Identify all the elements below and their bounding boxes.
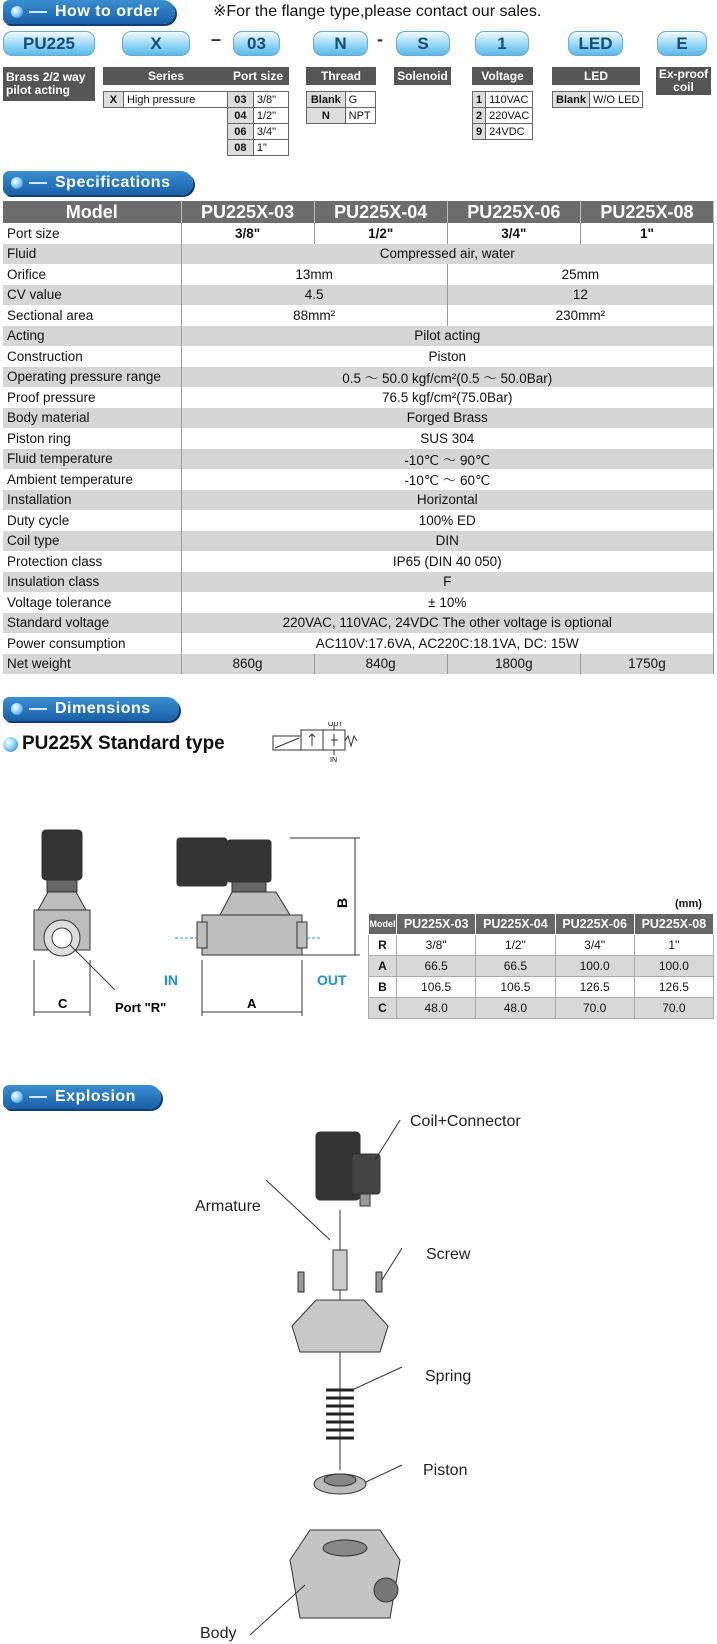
- table-cell: Pilot acting: [181, 326, 714, 347]
- code-solenoid: S: [396, 31, 450, 56]
- code-cell: NPT: [345, 108, 375, 124]
- header-thread: Thread: [306, 67, 376, 85]
- callout-coil: Coil+Connector: [410, 1113, 521, 1130]
- led-table: [552, 91, 643, 108]
- table-cell: Horizontal: [181, 490, 714, 511]
- port-table: [227, 91, 289, 156]
- table-cell: 4.5: [181, 285, 447, 306]
- table-row: [3, 428, 714, 449]
- table-cell: 100.0: [634, 956, 713, 977]
- row-label: Sectional area: [3, 305, 181, 326]
- table-cell: 1": [580, 223, 713, 244]
- callout-screw: Screw: [426, 1246, 471, 1263]
- bullet-icon: [11, 177, 23, 189]
- table-row: [369, 935, 714, 956]
- row-label: Duty cycle: [3, 510, 181, 531]
- spring-part: [326, 1390, 354, 1438]
- column-header: PU225X-03: [397, 914, 476, 935]
- table-cell: 12: [447, 285, 713, 306]
- table-cell: 126.5: [634, 977, 713, 998]
- table-cell: SUS 304: [181, 428, 714, 449]
- table-cell: 3/8": [181, 223, 314, 244]
- row-label: Coil type: [3, 531, 181, 552]
- callout-piston: Piston: [423, 1462, 468, 1479]
- code-led: LED: [568, 31, 623, 56]
- header-exproof: Ex-proof coil: [656, 67, 711, 95]
- svg-text:A: A: [247, 996, 257, 1011]
- table-cell: F: [181, 572, 714, 593]
- list-item: [553, 92, 643, 108]
- specifications-table: [3, 201, 714, 674]
- list-item: [307, 108, 376, 124]
- list-item: [473, 92, 533, 108]
- table-row: [3, 305, 714, 326]
- svg-text:Port "R": Port "R": [115, 1000, 167, 1015]
- row-label: Fluid: [3, 244, 181, 265]
- code-cell: W/O LED: [589, 92, 642, 108]
- code-cell: 1: [473, 92, 486, 108]
- code-cell: 03: [228, 92, 254, 108]
- header-base: Brass 2/2 way pilot acting: [3, 67, 95, 101]
- code-cell: 24VDC: [486, 124, 533, 140]
- code-cell: 110VAC: [486, 92, 533, 108]
- code-series: X: [122, 31, 190, 56]
- table-row: [3, 592, 714, 613]
- table-cell: 13mm: [181, 264, 447, 285]
- table-cell: 220VAC, 110VAC, 24VDC The other voltage is optional: [181, 613, 714, 634]
- code-cell: X: [104, 92, 124, 108]
- dimension-drawing: [20, 820, 365, 1045]
- table-cell: Compressed air, water: [181, 244, 714, 265]
- code-cell: 06: [228, 124, 254, 140]
- table-cell: -10℃ ～ 60℃: [181, 469, 714, 490]
- list-item: [473, 108, 533, 124]
- valve-symbol-icon: [270, 722, 362, 762]
- svg-text:IN: IN: [330, 757, 337, 762]
- table-cell: 1/2": [476, 935, 555, 956]
- code-cell: High pressure: [123, 92, 228, 108]
- list-item: [228, 92, 289, 108]
- bullet-icon: [11, 6, 23, 18]
- header-port: Port size: [227, 67, 289, 85]
- code-base: PU225: [3, 31, 95, 56]
- thread-table: [306, 91, 376, 124]
- table-row: [3, 387, 714, 408]
- coil-connector-part: [316, 1132, 380, 1206]
- code-cell: G: [345, 92, 375, 108]
- table-cell: Piston: [181, 346, 714, 367]
- row-label: Protection class: [3, 551, 181, 572]
- explosion-banner: Explosion: [3, 1085, 161, 1109]
- column-header: PU225X-06: [555, 914, 634, 935]
- table-cell: Forged Brass: [181, 408, 714, 429]
- callout-spring: Spring: [425, 1368, 472, 1385]
- header-voltage: Voltage: [472, 67, 533, 85]
- table-row: [3, 654, 714, 675]
- table-cell: DIN: [181, 531, 714, 552]
- column-header: PU225X-04: [476, 914, 555, 935]
- list-item: [307, 92, 376, 108]
- voltage-table: [472, 91, 533, 140]
- table-row: [3, 510, 714, 531]
- code-cell: Blank: [553, 92, 590, 108]
- svg-text:OUT: OUT: [317, 972, 347, 988]
- bullet-icon: [11, 1091, 23, 1103]
- table-cell: 70.0: [555, 998, 634, 1019]
- list-item: [228, 140, 289, 156]
- order-note: ※For the flange type,please contact our sales.: [213, 3, 542, 20]
- row-label: Ambient temperature: [3, 469, 181, 490]
- dims-subtitle: PU225X Standard type: [3, 733, 225, 755]
- row-label: Body material: [3, 408, 181, 429]
- table-cell: 100.0: [555, 956, 634, 977]
- table-row: [3, 223, 714, 244]
- row-label: Operating pressure range: [3, 367, 181, 388]
- table-cell: 1750g: [580, 654, 713, 675]
- list-item: [228, 108, 289, 124]
- list-item: [473, 124, 533, 140]
- armature-part: [333, 1250, 347, 1290]
- specifications-banner: Specifications: [3, 171, 193, 195]
- valve-front-view: [34, 830, 90, 956]
- cover-part: [292, 1300, 388, 1352]
- svg-text:C: C: [58, 996, 68, 1011]
- row-label: Installation: [3, 490, 181, 511]
- header-led: LED: [552, 67, 640, 85]
- callout-body: Body: [200, 1625, 237, 1642]
- column-header: Model: [3, 201, 181, 223]
- table-cell: 230mm²: [447, 305, 713, 326]
- table-cell: 126.5: [555, 977, 634, 998]
- table-cell: A: [369, 956, 397, 977]
- table-cell: 3/8": [397, 935, 476, 956]
- code-port: 03: [233, 31, 280, 56]
- table-row: [3, 449, 714, 470]
- column-header: PU225X-08: [634, 914, 713, 935]
- table-row: [3, 285, 714, 306]
- table-cell: C: [369, 998, 397, 1019]
- column-header: Model: [369, 914, 397, 935]
- row-label: Construction: [3, 346, 181, 367]
- dims-unit: (mm): [675, 898, 702, 910]
- table-cell: 106.5: [476, 977, 555, 998]
- table-cell: R: [369, 935, 397, 956]
- column-header: PU225X-04: [314, 201, 447, 223]
- list-item: [228, 124, 289, 140]
- table-cell: 0.5 ～ 50.0 kgf/cm²(0.5 ～ 50.0Bar): [181, 367, 714, 388]
- code-cell: 1": [253, 140, 288, 156]
- list-item: [104, 92, 229, 108]
- callout-armature: Armature: [195, 1198, 261, 1215]
- row-label: Proof pressure: [3, 387, 181, 408]
- row-label: Orifice: [3, 264, 181, 285]
- table-cell: 840g: [314, 654, 447, 675]
- table-cell: 48.0: [476, 998, 555, 1019]
- code-thread: N: [313, 31, 368, 56]
- table-row: [369, 977, 714, 998]
- table-cell: 1/2": [314, 223, 447, 244]
- valve-side-view: [177, 838, 307, 955]
- table-cell: 1800g: [447, 654, 580, 675]
- row-label: Power consumption: [3, 633, 181, 654]
- bullet-icon: [11, 703, 23, 715]
- table-cell: 66.5: [476, 956, 555, 977]
- table-row: [3, 326, 714, 347]
- row-label: Net weight: [3, 654, 181, 675]
- table-cell: ± 10%: [181, 592, 714, 613]
- table-cell: 48.0: [397, 998, 476, 1019]
- row-label: Standard voltage: [3, 613, 181, 634]
- svg-text:OUT: OUT: [328, 722, 343, 728]
- table-cell: 76.5 kgf/cm²(75.0Bar): [181, 387, 714, 408]
- table-cell: 3/4": [555, 935, 634, 956]
- table-cell: 3/4": [447, 223, 580, 244]
- table-row: [3, 244, 714, 265]
- header-series: Series: [103, 67, 229, 85]
- table-cell: 88mm²: [181, 305, 447, 326]
- table-row: [3, 346, 714, 367]
- table-row: [369, 998, 714, 1019]
- row-label: Insulation class: [3, 572, 181, 593]
- header-solenoid: Solenoid: [394, 67, 451, 85]
- table-cell: IP65 (DIN 40 050): [181, 551, 714, 572]
- column-header: PU225X-06: [447, 201, 580, 223]
- table-cell: AC110V:17.6VA, AC220C:18.1VA, DC: 15W: [181, 633, 714, 654]
- table-cell: B: [369, 977, 397, 998]
- dimensions-table: [368, 913, 714, 1019]
- code-cell: 08: [228, 140, 254, 156]
- table-row: [369, 956, 714, 977]
- code-exproof: E: [657, 31, 707, 56]
- table-cell: -10℃ ～ 90℃: [181, 449, 714, 470]
- table-row: [3, 469, 714, 490]
- code-cell: 04: [228, 108, 254, 124]
- row-label: Fluid temperature: [3, 449, 181, 470]
- code-cell: 2: [473, 108, 486, 124]
- table-cell: 860g: [181, 654, 314, 675]
- table-cell: 70.0: [634, 998, 713, 1019]
- table-cell: 1": [634, 935, 713, 956]
- column-header: PU225X-08: [580, 201, 713, 223]
- table-cell: 66.5: [397, 956, 476, 977]
- table-row: [3, 408, 714, 429]
- svg-text:IN: IN: [164, 972, 178, 988]
- code-cell: 1/2": [253, 108, 288, 124]
- svg-text:B: B: [334, 897, 350, 908]
- code-cell: 9: [473, 124, 486, 140]
- body-part: [290, 1530, 400, 1618]
- table-row: [3, 633, 714, 654]
- bullet-icon: [3, 737, 18, 752]
- code-cell: N: [307, 108, 346, 124]
- table-row: [3, 551, 714, 572]
- code-voltage: 1: [475, 31, 529, 56]
- code-cell: 3/4": [253, 124, 288, 140]
- series-table: [103, 91, 229, 108]
- table-row: [3, 490, 714, 511]
- code-cell: Blank: [307, 92, 346, 108]
- table-row: [3, 613, 714, 634]
- table-row: [3, 367, 714, 388]
- row-label: Voltage tolerance: [3, 592, 181, 613]
- row-label: Port size: [3, 223, 181, 244]
- column-header: PU225X-03: [181, 201, 314, 223]
- table-cell: 25mm: [447, 264, 713, 285]
- table-row: [3, 572, 714, 593]
- code-cell: 220VAC: [486, 108, 533, 124]
- code-cell: 3/8": [253, 92, 288, 108]
- piston-part: [314, 1474, 366, 1494]
- how-to-order-banner: How to order: [3, 0, 175, 24]
- table-cell: 106.5: [397, 977, 476, 998]
- table-row: [3, 264, 714, 285]
- table-cell: 100% ED: [181, 510, 714, 531]
- row-label: CV value: [3, 285, 181, 306]
- dimensions-banner: Dimensions: [3, 697, 179, 721]
- row-label: Acting: [3, 326, 181, 347]
- row-label: Piston ring: [3, 428, 181, 449]
- table-row: [3, 531, 714, 552]
